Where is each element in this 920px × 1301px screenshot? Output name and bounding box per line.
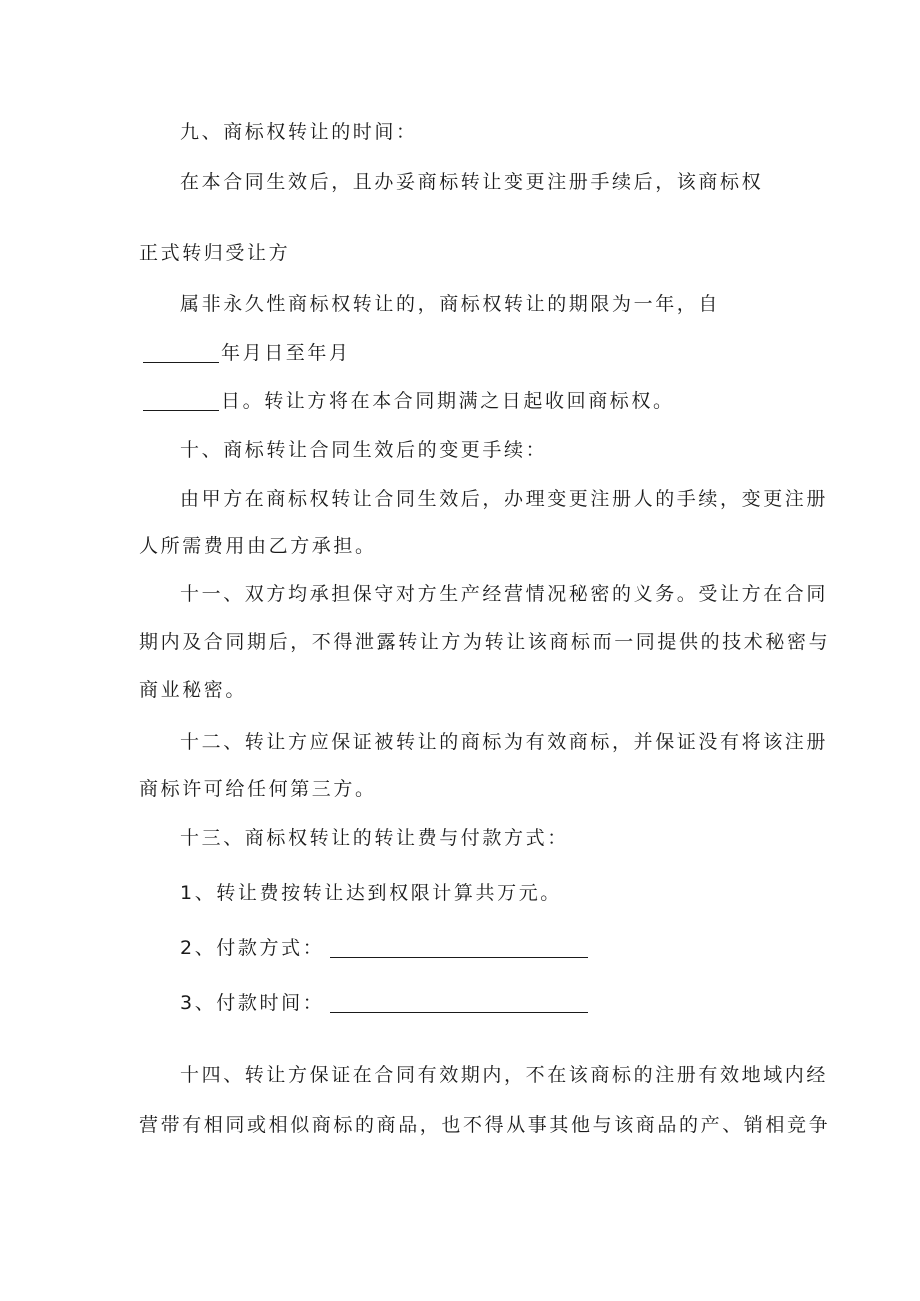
text: 十一、双方均承担保守对方生产经营情况秘密的义务。受让方在合同 bbox=[180, 583, 829, 605]
text: 1、转让费按转让达到权限计算共万元。 bbox=[180, 882, 562, 904]
fill-in-blank[interactable] bbox=[143, 344, 219, 363]
text: 期内及合同期后，不得泄露转让方为转让该商标而一同提供的技术秘密与 bbox=[139, 631, 831, 653]
paragraph-line bbox=[139, 681, 247, 700]
fill-in-blank[interactable] bbox=[330, 994, 588, 1013]
paragraph-line bbox=[139, 633, 830, 652]
text: 十三、商标权转让的转让费与付款方式： bbox=[180, 827, 569, 849]
payment-time-line bbox=[180, 994, 590, 1013]
text: 十、商标转让合同生效后的变更手续： bbox=[180, 439, 548, 461]
date-blank-line bbox=[143, 392, 675, 411]
text: 在本合同生效后，且办妥商标转让变更注册手续后，该商标权 bbox=[180, 171, 764, 193]
paragraph-line bbox=[180, 295, 720, 314]
section-9-heading bbox=[180, 123, 418, 142]
text: 属非永久性商标权转让的，商标权转让的期限为一年，自 bbox=[180, 293, 721, 315]
paragraph-line bbox=[180, 490, 828, 509]
fill-in-blank[interactable] bbox=[330, 939, 588, 958]
text: 年月日至年月 bbox=[221, 342, 351, 364]
paragraph-line bbox=[180, 173, 763, 192]
text: 商业秘密。 bbox=[139, 679, 248, 701]
text: 2、付款方式： bbox=[180, 937, 325, 959]
text: 3、付款时间： bbox=[180, 992, 325, 1014]
paragraph-line bbox=[180, 733, 828, 752]
paragraph-line bbox=[180, 585, 828, 604]
text: 十二、转让方应保证被转让的商标为有效商标，并保证没有将该注册 bbox=[180, 731, 829, 753]
date-blank-line bbox=[143, 344, 351, 363]
text: 日。转让方将在本合同期满之日起收回商标权。 bbox=[221, 390, 675, 412]
paragraph-line bbox=[139, 780, 377, 799]
text: 正式转归受让方 bbox=[139, 242, 291, 264]
text: 由甲方在商标权转让合同生效后，办理变更注册人的手续，变更注册 bbox=[180, 488, 829, 510]
section-14-line bbox=[180, 1066, 828, 1085]
section-10-heading bbox=[180, 441, 547, 460]
text: 九、商标权转让的时间： bbox=[180, 121, 418, 143]
paragraph-line bbox=[180, 884, 562, 903]
text: 人所需费用由乙方承担。 bbox=[139, 535, 377, 557]
paragraph-line bbox=[139, 1116, 830, 1135]
section-13-heading bbox=[180, 829, 569, 848]
payment-method-line bbox=[180, 939, 590, 958]
text: 营带有相同或相似商标的商品，也不得从事其他与该商品的产、销相竞争 bbox=[139, 1114, 831, 1136]
paragraph-line bbox=[139, 537, 377, 556]
text: 商标许可给任何第三方。 bbox=[139, 778, 377, 800]
fill-in-blank[interactable] bbox=[143, 392, 219, 411]
paragraph-line bbox=[139, 244, 290, 263]
text: 十四、转让方保证在合同有效期内，不在该商标的注册有效地域内经 bbox=[180, 1064, 829, 1086]
